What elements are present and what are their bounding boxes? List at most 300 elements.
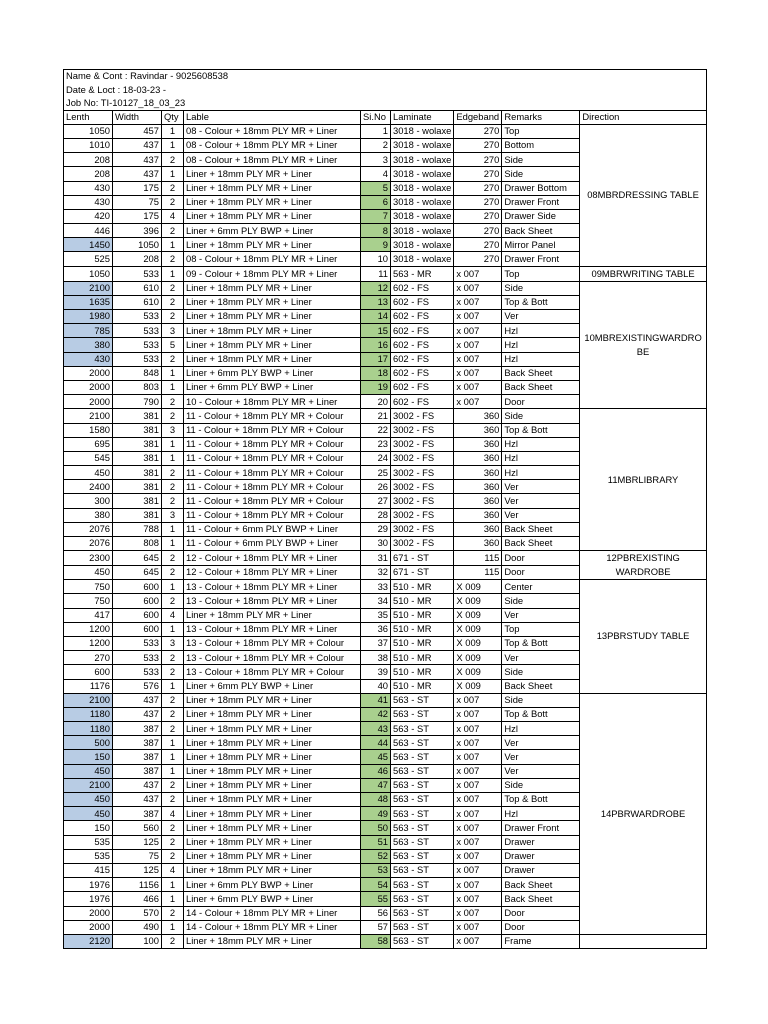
cell-edgeband: x 007	[454, 338, 502, 352]
cell-width: 600	[113, 594, 162, 608]
cell-width: 387	[113, 736, 162, 750]
cell-si-no: 46	[361, 764, 391, 778]
cell-label: 11 - Colour + 18mm PLY MR + Colour	[184, 508, 361, 522]
cell-width: 125	[113, 835, 162, 849]
cell-edgeband: X 009	[454, 651, 502, 665]
cell-qty: 2	[162, 409, 184, 423]
cell-qty: 1	[162, 736, 184, 750]
cell-qty: 1	[162, 537, 184, 551]
cell-si-no: 33	[361, 580, 391, 594]
cell-laminate: 3018 - wolaxe	[391, 167, 454, 181]
cell-length: 600	[64, 665, 113, 679]
cell-length: 2100	[64, 281, 113, 295]
cell-laminate: 602 - FS	[391, 295, 454, 309]
cell-edgeband: x 007	[454, 750, 502, 764]
cell-label: 12 - Colour + 18mm PLY MR + Liner	[184, 551, 361, 566]
cell-length: 1976	[64, 892, 113, 906]
cell-qty: 2	[162, 565, 184, 580]
cell-laminate: 563 - ST	[391, 750, 454, 764]
cell-si-no: 1	[361, 124, 391, 138]
cell-qty: 1	[162, 167, 184, 181]
cell-label: Liner + 6mm PLY BWP + Liner	[184, 679, 361, 693]
cell-label: 12 - Colour + 18mm PLY MR + Liner	[184, 565, 361, 580]
cell-si-no: 54	[361, 878, 391, 892]
cell-edgeband: x 007	[454, 892, 502, 906]
cell-label: 09 - Colour + 18mm PLY MR + Liner	[184, 266, 361, 281]
cell-remarks: Hzl	[502, 466, 580, 480]
cell-label: 13 - Colour + 18mm PLY MR + Liner	[184, 594, 361, 608]
job-number-line: Job No: TI-10127_18_03_23	[64, 96, 707, 110]
cell-edgeband: 270	[454, 224, 502, 238]
cell-laminate: 3002 - FS	[391, 508, 454, 522]
cell-laminate: 3002 - FS	[391, 494, 454, 508]
cell-laminate: 602 - FS	[391, 310, 454, 324]
cell-edgeband: x 007	[454, 863, 502, 877]
cell-qty: 2	[162, 153, 184, 167]
cell-edgeband: x 007	[454, 281, 502, 295]
cell-laminate: 602 - FS	[391, 380, 454, 394]
cell-qty: 4	[162, 608, 184, 622]
cell-width: 803	[113, 380, 162, 394]
cell-remarks: Back Sheet	[502, 892, 580, 906]
cell-length: 430	[64, 181, 113, 195]
cell-width: 533	[113, 651, 162, 665]
cell-length: 450	[64, 793, 113, 807]
cell-qty: 2	[162, 693, 184, 707]
cell-qty: 2	[162, 665, 184, 679]
cell-length: 2000	[64, 906, 113, 920]
cell-si-no: 5	[361, 181, 391, 195]
cell-label: 08 - Colour + 18mm PLY MR + Liner	[184, 252, 361, 266]
cell-laminate: 563 - ST	[391, 722, 454, 736]
cell-edgeband: x 007	[454, 878, 502, 892]
cell-qty: 2	[162, 906, 184, 920]
cell-direction: 11MBRLIBRARY	[580, 409, 706, 551]
cell-qty: 2	[162, 821, 184, 835]
table-row	[64, 551, 707, 566]
cell-edgeband: 360	[454, 423, 502, 437]
cell-si-no: 2	[361, 138, 391, 152]
cell-label: 11 - Colour + 18mm PLY MR + Colour	[184, 423, 361, 437]
cell-si-no: 6	[361, 195, 391, 209]
cell-label: Liner + 18mm PLY MR + Liner	[184, 722, 361, 736]
cell-si-no: 32	[361, 565, 391, 580]
client-name-line: Name & Cont : Ravindar - 9025608538	[64, 70, 707, 84]
cell-remarks: Ver	[502, 750, 580, 764]
col-header-remarks: Remarks	[502, 110, 580, 124]
cell-qty: 1	[162, 764, 184, 778]
col-header-label: Lable	[184, 110, 361, 124]
cell-laminate: 563 - ST	[391, 849, 454, 863]
cell-si-no: 14	[361, 310, 391, 324]
cell-qty: 1	[162, 124, 184, 138]
cell-edgeband: 360	[454, 437, 502, 451]
cell-width: 490	[113, 920, 162, 934]
cell-laminate: 3018 - wolaxe	[391, 238, 454, 252]
cell-width: 381	[113, 423, 162, 437]
cell-laminate: 3018 - wolaxe	[391, 124, 454, 138]
cell-laminate: 3018 - wolaxe	[391, 195, 454, 209]
cell-laminate: 602 - FS	[391, 324, 454, 338]
cell-edgeband: x 007	[454, 310, 502, 324]
cell-laminate: 3002 - FS	[391, 537, 454, 551]
cell-label: 11 - Colour + 18mm PLY MR + Colour	[184, 451, 361, 465]
cell-laminate: 3002 - FS	[391, 423, 454, 437]
cell-label: Liner + 18mm PLY MR + Liner	[184, 934, 361, 948]
cell-remarks: Back Sheet	[502, 679, 580, 693]
cell-qty: 3	[162, 636, 184, 650]
cell-edgeband: 360	[454, 508, 502, 522]
cell-remarks: Back Sheet	[502, 878, 580, 892]
cell-remarks: Drawer Front	[502, 821, 580, 835]
cell-laminate: 602 - FS	[391, 352, 454, 366]
cell-width: 100	[113, 934, 162, 948]
cell-remarks: Side	[502, 594, 580, 608]
cell-width: 208	[113, 252, 162, 266]
cell-width: 175	[113, 181, 162, 195]
cell-si-no: 56	[361, 906, 391, 920]
cell-label: Liner + 18mm PLY MR + Liner	[184, 352, 361, 366]
cell-width: 75	[113, 849, 162, 863]
cell-si-no: 50	[361, 821, 391, 835]
cell-width: 457	[113, 124, 162, 138]
cell-laminate: 3002 - FS	[391, 451, 454, 465]
cell-label: 11 - Colour + 18mm PLY MR + Colour	[184, 494, 361, 508]
cell-si-no: 51	[361, 835, 391, 849]
cell-si-no: 37	[361, 636, 391, 650]
cell-remarks: Drawer	[502, 863, 580, 877]
cell-width: 600	[113, 622, 162, 636]
cell-edgeband: x 007	[454, 906, 502, 920]
cell-qty: 1	[162, 920, 184, 934]
cell-width: 533	[113, 352, 162, 366]
cell-qty: 1	[162, 437, 184, 451]
cell-length: 446	[64, 224, 113, 238]
cell-si-no: 40	[361, 679, 391, 693]
cell-label: 13 - Colour + 18mm PLY MR + Liner	[184, 622, 361, 636]
cell-remarks: Door	[502, 395, 580, 409]
cell-length: 1050	[64, 266, 113, 281]
cell-laminate: 510 - MR	[391, 665, 454, 679]
cell-length: 545	[64, 451, 113, 465]
cell-edgeband: 360	[454, 522, 502, 536]
cell-laminate: 602 - FS	[391, 395, 454, 409]
cell-label: Liner + 6mm PLY BWP + Liner	[184, 892, 361, 906]
cell-laminate: 510 - MR	[391, 594, 454, 608]
cell-qty: 2	[162, 778, 184, 792]
cell-width: 1156	[113, 878, 162, 892]
cell-qty: 1	[162, 750, 184, 764]
cell-length: 2000	[64, 920, 113, 934]
cell-laminate: 563 - ST	[391, 934, 454, 948]
cell-edgeband: X 009	[454, 580, 502, 594]
cell-length: 430	[64, 195, 113, 209]
cell-width: 790	[113, 395, 162, 409]
cell-edgeband: 270	[454, 153, 502, 167]
cell-edgeband: 360	[454, 494, 502, 508]
cell-edgeband: x 007	[454, 693, 502, 707]
cell-width: 437	[113, 693, 162, 707]
cell-label: Liner + 18mm PLY MR + Liner	[184, 608, 361, 622]
cell-qty: 2	[162, 835, 184, 849]
cutting-list-sheet	[63, 69, 707, 949]
cell-length: 415	[64, 863, 113, 877]
cell-laminate: 510 - MR	[391, 651, 454, 665]
cell-label: Liner + 6mm PLY BWP + Liner	[184, 366, 361, 380]
cell-label: Liner + 18mm PLY MR + Liner	[184, 181, 361, 195]
cell-length: 1180	[64, 707, 113, 721]
cell-width: 645	[113, 565, 162, 580]
cell-edgeband: 360	[454, 537, 502, 551]
cell-remarks: Drawer	[502, 835, 580, 849]
col-header-edgeband: Edgeband	[454, 110, 502, 124]
cell-edgeband: x 007	[454, 835, 502, 849]
cell-si-no: 47	[361, 778, 391, 792]
cell-qty: 1	[162, 451, 184, 465]
cell-edgeband: 360	[454, 466, 502, 480]
cell-width: 437	[113, 707, 162, 721]
cell-si-no: 4	[361, 167, 391, 181]
cell-remarks: Frame	[502, 934, 580, 948]
cell-remarks: Back Sheet	[502, 366, 580, 380]
cell-qty: 1	[162, 522, 184, 536]
cell-width: 387	[113, 807, 162, 821]
cell-length: 2100	[64, 693, 113, 707]
cell-width: 533	[113, 636, 162, 650]
cell-length: 430	[64, 352, 113, 366]
cell-remarks: Hzl	[502, 437, 580, 451]
cell-si-no: 38	[361, 651, 391, 665]
cell-label: 08 - Colour + 18mm PLY MR + Liner	[184, 138, 361, 152]
cell-length: 450	[64, 565, 113, 580]
cell-edgeband: 270	[454, 195, 502, 209]
cell-remarks: Top & Bott	[502, 636, 580, 650]
cell-label: Liner + 18mm PLY MR + Liner	[184, 863, 361, 877]
cell-edgeband: x 007	[454, 849, 502, 863]
cell-laminate: 602 - FS	[391, 338, 454, 352]
cell-si-no: 41	[361, 693, 391, 707]
cell-qty: 3	[162, 423, 184, 437]
cell-length: 2120	[64, 934, 113, 948]
cell-edgeband: X 009	[454, 665, 502, 679]
cell-si-no: 20	[361, 395, 391, 409]
cell-length: 695	[64, 437, 113, 451]
cell-remarks: Door	[502, 920, 580, 934]
cell-width: 381	[113, 451, 162, 465]
cell-length: 417	[64, 608, 113, 622]
cell-laminate: 3002 - FS	[391, 437, 454, 451]
cell-laminate: 563 - ST	[391, 906, 454, 920]
cell-length: 1976	[64, 878, 113, 892]
cell-si-no: 34	[361, 594, 391, 608]
cell-edgeband: x 007	[454, 266, 502, 281]
cell-laminate: 563 - ST	[391, 892, 454, 906]
cell-direction: 10MBREXISTINGWARDRO BE	[580, 281, 706, 409]
cell-si-no: 7	[361, 209, 391, 223]
cell-laminate: 3002 - FS	[391, 409, 454, 423]
cell-si-no: 44	[361, 736, 391, 750]
cell-remarks: Side	[502, 153, 580, 167]
cell-label: 11 - Colour + 18mm PLY MR + Colour	[184, 409, 361, 423]
cell-laminate: 563 - ST	[391, 863, 454, 877]
cell-edgeband: 270	[454, 167, 502, 181]
cell-edgeband: X 009	[454, 594, 502, 608]
cell-laminate: 671 - ST	[391, 565, 454, 580]
cell-label: Liner + 18mm PLY MR + Liner	[184, 195, 361, 209]
cell-width: 381	[113, 409, 162, 423]
cell-si-no: 48	[361, 793, 391, 807]
cell-remarks: Top	[502, 124, 580, 138]
cell-length: 300	[64, 494, 113, 508]
cell-width: 788	[113, 522, 162, 536]
cell-length: 1450	[64, 238, 113, 252]
cell-qty: 2	[162, 466, 184, 480]
col-header-laminate: Laminate	[391, 110, 454, 124]
cell-width: 533	[113, 266, 162, 281]
cell-qty: 1	[162, 138, 184, 152]
cell-remarks: Ver	[502, 608, 580, 622]
cell-remarks: Ver	[502, 764, 580, 778]
cell-length: 2400	[64, 480, 113, 494]
cell-width: 381	[113, 480, 162, 494]
cell-si-no: 25	[361, 466, 391, 480]
cell-laminate: 3018 - wolaxe	[391, 153, 454, 167]
cell-si-no: 3	[361, 153, 391, 167]
cell-qty: 1	[162, 366, 184, 380]
cell-remarks: Drawer Side	[502, 209, 580, 223]
cell-width: 75	[113, 195, 162, 209]
cell-qty: 2	[162, 252, 184, 266]
cell-si-no: 17	[361, 352, 391, 366]
cell-remarks: Back Sheet	[502, 522, 580, 536]
cell-label: 13 - Colour + 18mm PLY MR + Colour	[184, 665, 361, 679]
cell-label: Liner + 18mm PLY MR + Liner	[184, 821, 361, 835]
cell-label: Liner + 18mm PLY MR + Liner	[184, 736, 361, 750]
cell-width: 175	[113, 209, 162, 223]
table-row	[64, 934, 707, 948]
cell-qty: 1	[162, 580, 184, 594]
cell-label: Liner + 18mm PLY MR + Liner	[184, 238, 361, 252]
cell-length: 2076	[64, 522, 113, 536]
cell-remarks: Ver	[502, 494, 580, 508]
cell-edgeband: x 007	[454, 352, 502, 366]
cell-edgeband: x 007	[454, 793, 502, 807]
cell-si-no: 13	[361, 295, 391, 309]
cell-remarks: Door	[502, 906, 580, 920]
cell-length: 750	[64, 580, 113, 594]
cell-width: 1050	[113, 238, 162, 252]
cell-label: 10 - Colour + 18mm PLY MR + Liner	[184, 395, 361, 409]
cell-remarks: Drawer Front	[502, 195, 580, 209]
table-row	[64, 281, 707, 295]
cell-remarks: Hzl	[502, 324, 580, 338]
cell-laminate: 510 - MR	[391, 580, 454, 594]
cell-label: Liner + 6mm PLY BWP + Liner	[184, 878, 361, 892]
cell-si-no: 26	[361, 480, 391, 494]
cell-width: 610	[113, 281, 162, 295]
cell-qty: 2	[162, 494, 184, 508]
cell-qty: 2	[162, 395, 184, 409]
cell-width: 387	[113, 722, 162, 736]
cell-width: 437	[113, 778, 162, 792]
cell-remarks: Side	[502, 409, 580, 423]
cell-width: 125	[113, 863, 162, 877]
cell-remarks: Hzl	[502, 338, 580, 352]
cell-label: Liner + 18mm PLY MR + Liner	[184, 849, 361, 863]
cell-label: 11 - Colour + 6mm PLY BWP + Liner	[184, 522, 361, 536]
cell-laminate: 563 - ST	[391, 807, 454, 821]
cell-label: Liner + 18mm PLY MR + Liner	[184, 295, 361, 309]
cell-laminate: 563 - ST	[391, 793, 454, 807]
table-row	[64, 124, 707, 138]
cell-length: 2000	[64, 366, 113, 380]
cell-si-no: 39	[361, 665, 391, 679]
cell-qty: 2	[162, 934, 184, 948]
cell-length: 450	[64, 764, 113, 778]
cell-qty: 1	[162, 266, 184, 281]
cell-qty: 2	[162, 181, 184, 195]
cell-label: 11 - Colour + 18mm PLY MR + Colour	[184, 480, 361, 494]
cell-label: 13 - Colour + 18mm PLY MR + Colour	[184, 651, 361, 665]
cell-length: 1050	[64, 124, 113, 138]
cell-qty: 3	[162, 324, 184, 338]
cell-edgeband: 270	[454, 238, 502, 252]
cell-width: 396	[113, 224, 162, 238]
cell-edgeband: x 007	[454, 934, 502, 948]
cell-width: 437	[113, 138, 162, 152]
cell-length: 150	[64, 750, 113, 764]
cell-laminate: 3018 - wolaxe	[391, 252, 454, 266]
cell-length: 2000	[64, 380, 113, 394]
cell-remarks: Ver	[502, 736, 580, 750]
cell-si-no: 57	[361, 920, 391, 934]
cell-length: 2100	[64, 409, 113, 423]
cell-laminate: 510 - MR	[391, 622, 454, 636]
cell-si-no: 9	[361, 238, 391, 252]
cell-width: 381	[113, 466, 162, 480]
cell-laminate: 563 - ST	[391, 920, 454, 934]
cell-edgeband: x 007	[454, 295, 502, 309]
cell-laminate: 3002 - FS	[391, 522, 454, 536]
cell-edgeband: 115	[454, 551, 502, 566]
cell-width: 437	[113, 793, 162, 807]
cell-remarks: Side	[502, 281, 580, 295]
cell-label: Liner + 18mm PLY MR + Liner	[184, 324, 361, 338]
cell-length: 2076	[64, 537, 113, 551]
cell-edgeband: 270	[454, 138, 502, 152]
cell-length: 208	[64, 153, 113, 167]
cell-label: 11 - Colour + 18mm PLY MR + Colour	[184, 466, 361, 480]
cell-length: 535	[64, 835, 113, 849]
cell-qty: 2	[162, 793, 184, 807]
cell-remarks: Bottom	[502, 138, 580, 152]
cell-width: 570	[113, 906, 162, 920]
cell-si-no: 45	[361, 750, 391, 764]
cell-width: 808	[113, 537, 162, 551]
cell-laminate: 671 - ST	[391, 551, 454, 566]
cell-label: 13 - Colour + 18mm PLY MR + Colour	[184, 636, 361, 650]
cell-edgeband: x 007	[454, 395, 502, 409]
cell-width: 533	[113, 310, 162, 324]
cell-laminate: 563 - ST	[391, 693, 454, 707]
cell-qty: 2	[162, 310, 184, 324]
cell-si-no: 55	[361, 892, 391, 906]
cell-edgeband: X 009	[454, 608, 502, 622]
cell-direction	[580, 934, 706, 948]
cell-width: 381	[113, 437, 162, 451]
cell-si-no: 35	[361, 608, 391, 622]
cell-edgeband: x 007	[454, 778, 502, 792]
